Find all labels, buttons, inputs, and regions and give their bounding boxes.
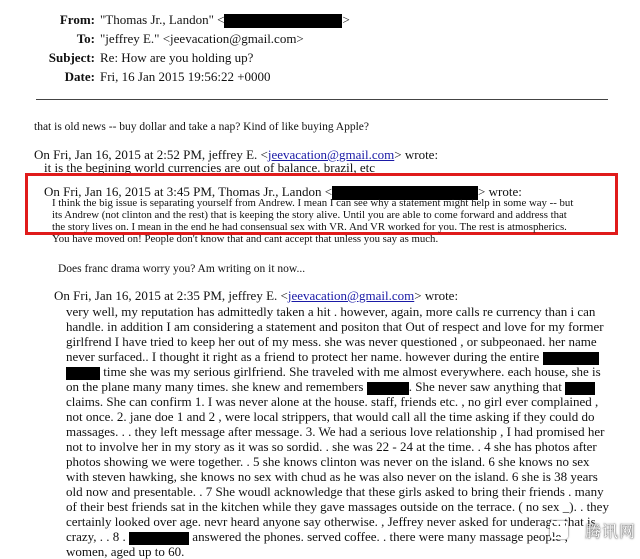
quote-line: I think the big issue is separating yourself from Andrew. I mean I can see why a statement might help in some way -- but: [52, 197, 574, 209]
quote-suffix: > wrote:: [394, 147, 439, 162]
quote-line: [66, 364, 601, 380]
message-text: that is old news -- buy dollar and take a nap? Kind of like buying Apple?: [34, 121, 370, 133]
quote-line-text: crazy, . . 8 .: [66, 529, 126, 544]
quote-line: with steven hawking, she knows no sex with chud as he was also never on the island. 6 she is 38 years: [66, 469, 598, 484]
from-name: "Thomas Jr., Landon" <: [100, 12, 225, 27]
quote-line: massages. . . they left message after message. 3. We had a serious love relationship , I had promised her: [66, 424, 605, 439]
redaction-bar: [66, 367, 100, 380]
quote-intro-text: On Fri, Jan 16, 2015 at 2:52 PM, jeffrey E. <: [34, 147, 268, 162]
quote-line-text: answered the phones. served coffee. . there were many massage people ,: [192, 529, 568, 544]
date-label: Date:: [64, 69, 95, 84]
quote-line: You have moved on! People don't know that and cant accept that unless you say as much.: [52, 233, 439, 245]
to-value: "jeffrey E." <jeevacation@gmail.com>: [100, 31, 304, 46]
quote-intro-text: On Fri, Jan 16, 2015 at 2:35 PM, jeffrey E. <: [54, 288, 288, 303]
email-link[interactable]: jeevacation@gmail.com: [287, 288, 415, 303]
quote-line: certainly looked over age. nevr heard anyone say otherwise. , Jeffrey never asked for underage. that is: [66, 514, 596, 529]
quote-line: not to involve her in my story as it was so sordid. . she was 22 - 24 at the time. . 4 she has photos after: [66, 439, 597, 454]
from-label: From:: [59, 12, 95, 27]
watermark-icon: [550, 521, 568, 539]
quote-line: not once. 2. jane doe 1 and 2 , were local strippers, that would call all the time asking if they could do: [66, 409, 595, 424]
redaction-bar: [543, 352, 599, 365]
quote-line: [66, 379, 595, 395]
quote-line: very well, my reputation has admittedly taken a hit . however, again, more calls re currency than i can: [66, 304, 596, 319]
quote-line-text: time she was my serious girlfriend. She traveled with me almost everywhere. each house, she is: [103, 364, 601, 379]
quote-line-text: . She never saw anything that: [408, 379, 562, 394]
from-value: [100, 12, 350, 28]
quote-line: the story lives on. I mean in the end he had consensual sex with VR. And VR worked for you. The rest is atmospherics.: [52, 221, 567, 233]
header-divider: [36, 99, 608, 100]
redaction-bar: [129, 532, 189, 545]
date-value: Fri, 16 Jan 2015 19:56:22 +0000: [100, 69, 271, 84]
quote-line: [66, 349, 599, 365]
quote-line: handle. in addition I am considering a statement and positon that Out of respect and love for my former: [66, 319, 604, 334]
quote-line: photos showing we were together. . 5 she knows clinton was never on the island. 6 she knows no sex: [66, 454, 590, 469]
redaction-bar: [367, 382, 409, 395]
subject-value: Re: How are you holding up?: [100, 50, 254, 65]
quote-line-text: on the plane many many times. she knew and remembers: [66, 379, 364, 394]
from-close: >: [342, 12, 350, 27]
quote-suffix: > wrote:: [478, 184, 522, 199]
watermark: 腾讯网: [584, 522, 636, 541]
quote-line: women, aged up to 60.: [66, 544, 185, 559]
email-link[interactable]: jeevacation@gmail.com: [267, 147, 395, 162]
quote-body: it is the begining world currencies are out of balance. brazil, etc: [44, 160, 376, 175]
to-label: To:: [76, 31, 95, 46]
redaction-bar: [224, 14, 342, 28]
quote-intro-text: On Fri, Jan 16, 2015 at 3:45 PM, Thomas Jr., Landon <: [44, 184, 333, 199]
redaction-bar: [565, 382, 595, 395]
subject-label: Subject:: [48, 50, 95, 65]
quote-line: old now and presentable. . 7 She woudl acknowledge that these girls asked to bring their friends . many: [66, 484, 604, 499]
quote-suffix: > wrote:: [414, 288, 459, 303]
quote-line-text: never surfaced.. I thought it right as a friend to protect her name. however during the entire: [66, 349, 540, 364]
quote-line: girlfrend I have tried to keep her out of my mess. she was never questioned , or subpeonaed. her name: [66, 334, 597, 349]
quote-line: its Andrew (not clinton and the rest) that is keeping the story alive. Until you are able to come forward and address that: [52, 209, 567, 221]
quote-line: of their best friends sat in the kitchen while they gave massages outside on the terrace. ( no sex _). . they: [66, 499, 609, 514]
quote-line: claims. She can confirm 1. I was never alone at the house. staff, friends etc. , no girl ever complained ,: [66, 394, 599, 409]
quote-line: [66, 529, 568, 545]
quote-intro: [54, 288, 458, 303]
message-text: Does franc drama worry you? Am writing on it now...: [58, 263, 306, 275]
